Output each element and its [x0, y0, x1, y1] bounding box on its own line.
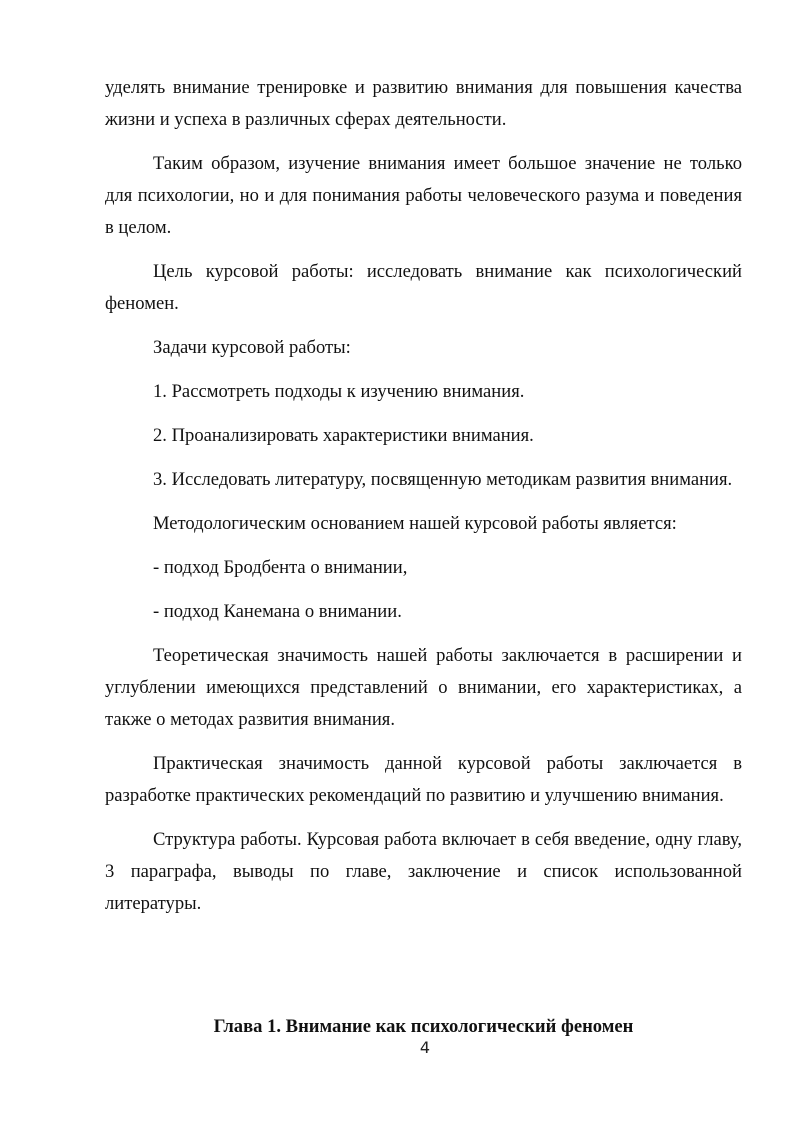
paragraph-conclusion: Таким образом, изучение внимания имеет большое значение не только для психологии, но и для понимания работы человеческого разума и поведения в целом. — [105, 153, 742, 238]
methodology-heading: Методологическим основанием нашей курсовой работы является: — [153, 513, 677, 534]
methodology-item-1: - подход Бродбента о внимании, — [153, 557, 408, 578]
methodology-item-2: - подход Канемана о внимании. — [153, 601, 402, 622]
task-item-3: 3. Исследовать литературу, посвященную методикам развития внимания. — [153, 469, 733, 490]
task-item-1: 1. Рассмотреть подходы к изучению внимания. — [153, 381, 525, 402]
tasks-heading: Задачи курсовой работы: — [153, 337, 351, 358]
task-item-2: 2. Проанализировать характеристики внимания. — [153, 425, 534, 446]
chapter-heading: Глава 1. Внимание как психологический феномен — [213, 1016, 634, 1037]
paragraph-continuation: уделять внимание тренировке и развитию внимания для повышения качества жизни и успеха в различных сферах деятельности. — [105, 77, 742, 130]
document-body — [105, 72, 742, 932]
paragraph-practical-significance: Практическая значимость данной курсовой работы заключается в разработке практических рекомендаций по развитию и улучшению внимания. — [105, 753, 742, 806]
paragraph-structure: Структура работы. Курсовая работа включает в себя введение, одну главу, 3 параграфа, выводы по главе, заключение и список использованной литературы. — [105, 829, 742, 914]
paragraph-theoretical-significance: Теоретическая значимость нашей работы заключается в расширении и углублении имеющихся представлений о внимании, его характеристиках, а также о методах развития внимания. — [105, 645, 742, 730]
paragraph-goal: Цель курсовой работы: исследовать внимание как психологический феномен. — [105, 261, 742, 314]
page-number: 4 — [419, 1038, 431, 1057]
